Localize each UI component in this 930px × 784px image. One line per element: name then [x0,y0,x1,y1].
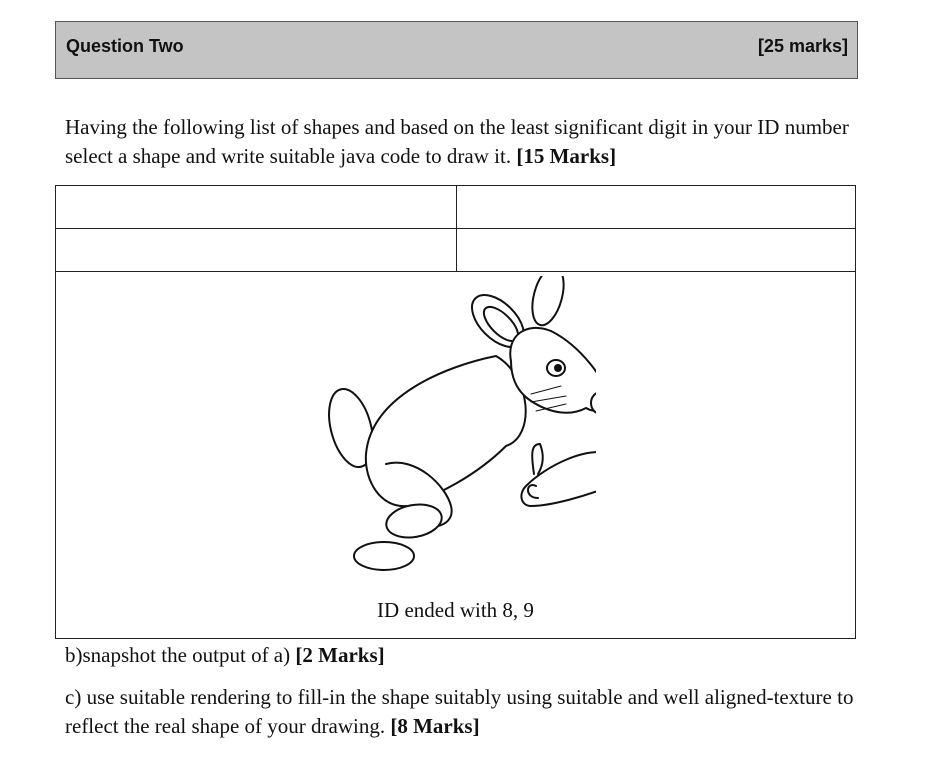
part-b-question [65,641,865,670]
table-cell-r2c2 [457,229,856,271]
question-header [55,21,858,79]
question-total-marks: [25 marks] [757,36,848,56]
rabbit-with-carrot-drawing [326,276,596,576]
rabbit-pupil-shape [554,364,562,372]
rabbit-body-shape [366,356,526,506]
instructions-marks: [15 Marks] [516,144,617,168]
rabbit-paw-shape [532,444,543,474]
question-title: Question Two [66,36,184,56]
part-c-marks: [8 Marks] [390,714,480,738]
table-cell-r2c1 [56,229,456,271]
shapes-table [55,185,856,639]
question-instructions [65,113,865,171]
table-cell-r1c2 [457,186,856,228]
part-c-text: c) use suitable rendering to fill-in the shape suitably using suitable and well aligned-texture to reflect the real shape of your drawing. [65,685,854,738]
figure-caption: ID ended with 8, 9 [377,598,534,622]
part-b-marks: [2 Marks] [295,643,385,667]
instructions-text: Having the following list of shapes and based on the least significant digit in your ID number select a shape and write suitable java code to draw it. [65,115,849,168]
part-c-question [65,683,865,741]
rabbit-front-foot-shape [354,542,414,570]
table-column-divider [456,186,457,272]
part-b-text: b)snapshot the output of a) [65,643,291,667]
rabbit-right-ear-shape [527,276,570,329]
table-cell-r1c1 [56,186,456,228]
